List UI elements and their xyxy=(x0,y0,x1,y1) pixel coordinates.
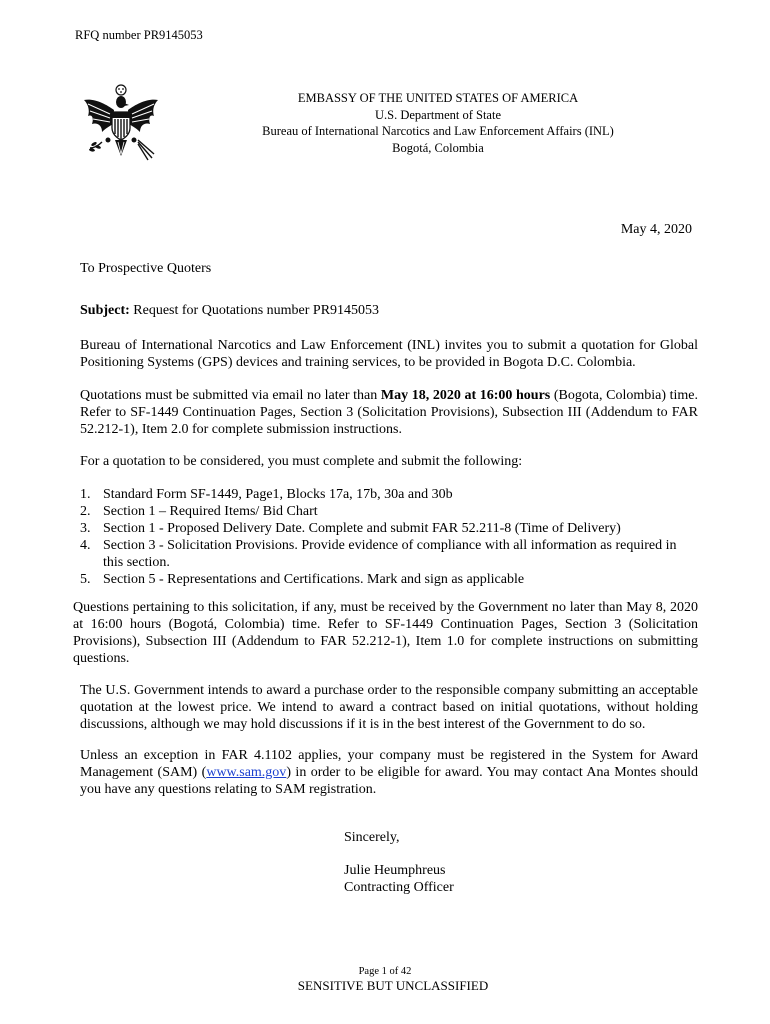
list-item-number: 1. xyxy=(80,487,91,502)
paragraph-deadline xyxy=(80,387,698,438)
sam-link[interactable]: www.sam.gov xyxy=(206,765,287,780)
paragraph-sam xyxy=(80,747,698,798)
list-item-text: Section 3 - Solicitation Provisions. Provide evidence of compliance with all information as required in this section. xyxy=(103,538,677,570)
letterhead xyxy=(250,90,626,156)
letterhead-embassy: EMBASSY OF THE UNITED STATES OF AMERICA xyxy=(297,91,579,105)
deadline-text-after: (Bogota, Colombia) time. Refer to SF-1449 Continuation Pages, Section 3 (Solicitation Provisions), Subsection III (Addendum to FAR 52.212-1), Item 2.0 for complete submission instructions. xyxy=(80,388,698,437)
list-item xyxy=(80,571,698,588)
list-item xyxy=(80,520,698,537)
sam-text-after: ) in order to be eligible for award. You may contact Ana Montes should you have any questions relating to SAM registration. xyxy=(80,765,698,797)
letterhead-bureau: Bureau of International Narcotics and Law Enforcement Affairs (INL) xyxy=(262,124,614,138)
subject-text: Request for Quotations number PR9145053 xyxy=(129,303,380,318)
list-item-number: 4. xyxy=(80,538,91,553)
list-item-number: 2. xyxy=(80,504,91,519)
classification-marking: SENSITIVE BUT UNCLASSIFIED xyxy=(297,978,489,993)
list-item xyxy=(80,537,698,571)
list-item-text: Section 5 - Representations and Certifications. Mark and sign as applicable xyxy=(103,572,525,587)
list-item-text: Standard Form SF-1449, Page1, Blocks 17a, 17b, 30a and 30b xyxy=(103,487,453,502)
paragraph-award: The U.S. Government intends to award a purchase order to the responsible company submitting an acceptable quotation at the lowest price. We intend to award a contract based on initial quotations, without holding discussions, although we may hold discussions if it is in the best interest of the Government to do so. xyxy=(80,683,698,732)
list-item-number: 3. xyxy=(80,521,91,536)
page-number: Page 1 of 42 xyxy=(358,966,412,977)
signer-title: Contracting Officer xyxy=(344,880,454,895)
list-item-number: 5. xyxy=(80,572,91,587)
signer-name: Julie Heumphreus xyxy=(344,863,446,878)
letterhead-department: U.S. Department of State xyxy=(374,107,501,122)
great-seal-eagle-icon xyxy=(80,84,162,166)
valediction: Sincerely, xyxy=(344,830,400,845)
list-item-text: Section 1 – Required Items/ Bid Chart xyxy=(103,504,318,519)
requirements-list xyxy=(80,486,698,588)
list-item xyxy=(80,486,698,503)
rfq-number: RFQ number PR9145053 xyxy=(75,28,203,42)
letterhead-location: Bogotá, Colombia xyxy=(392,140,484,155)
subject-label: Subject: xyxy=(80,303,130,318)
deadline-bold: May 18, 2020 at 16:00 hours xyxy=(380,388,551,403)
paragraph-requirements-intro: For a quotation to be considered, you must complete and submit the following: xyxy=(80,454,523,469)
paragraph-questions: Questions pertaining to this solicitation, if any, must be received by the Government no later than May 8, 2020 at 16:00 hours (Bogotá, Colombia) time. Refer to SF-1449 Continuation Pages, Section 3 (Solicitation Provisions), Subsection III (Addendum to FAR 52.212-1), Item 1.0 for complete instructions on submitting questions. xyxy=(73,600,698,666)
list-item-text: Section 1 - Proposed Delivery Date. Complete and submit FAR 52.211-8 (Time of Delivery) xyxy=(103,521,621,536)
list-item xyxy=(80,503,698,520)
letter-date: May 4, 2020 xyxy=(620,222,692,237)
subject-line xyxy=(80,303,379,319)
paragraph-intro: Bureau of International Narcotics and Law Enforcement (INL) invites you to submit a quotation for Global Positioning Systems (GPS) devices and training services, to be provided in Bogota D.C. Colombia. xyxy=(80,338,698,370)
sam-text-before: Unless an exception in FAR 4.1102 applies, your company must be registered in the System for Award Management (SAM) ( xyxy=(80,748,698,780)
deadline-text-before: Quotations must be submitted via email no later than xyxy=(80,388,381,403)
salutation: To Prospective Quoters xyxy=(80,261,212,276)
